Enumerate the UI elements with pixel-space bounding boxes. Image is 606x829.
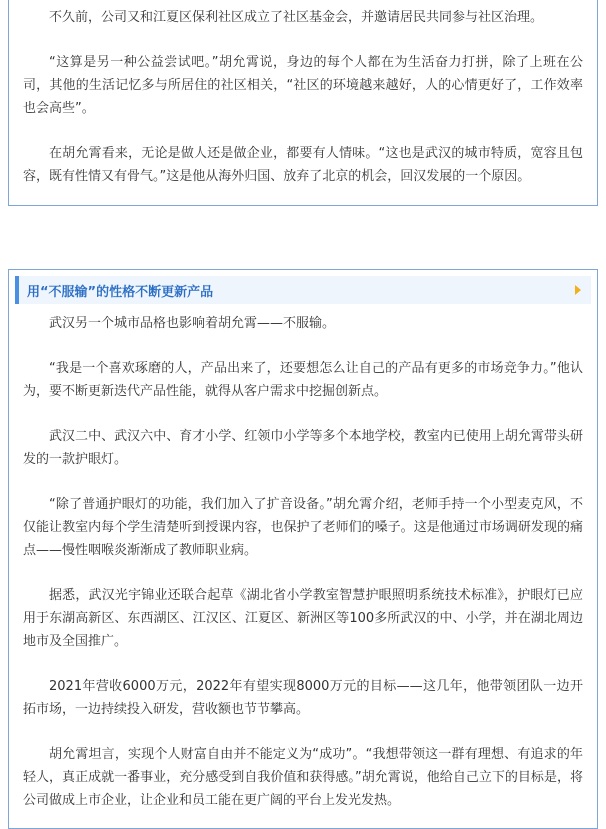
paragraph: “我是一个喜欢琢磨的人，产品出来了，还要想怎么让自己的产品有更多的市场竞争力。”他认为，要不断更新迭代产品性能，就得从客户需求中挖掘创新点。 bbox=[23, 361, 583, 399]
section-title: 用“不服输”的性格不断更新产品 bbox=[27, 284, 214, 300]
article-section-top bbox=[8, 0, 598, 206]
paragraph: 胡允霄坦言，实现个人财富自由并不能定义为“成功”。“我想带领这一群有理想、有追求的年轻人，真正成就一番事业，充分感受到自我价值和获得感。”胡允霄说，他给自己立下的目标是，将公司做成上市企业，让企业和员工能在更广阔的平台上发光发热。 bbox=[23, 747, 583, 808]
paragraph: 不久前，公司又和江夏区保利社区成立了社区基金会，并邀请居民共同参与社区治理。 bbox=[49, 10, 544, 25]
paragraph: 据悉，武汉光宇锦业还联合起草《湖北省小学教室智慧护眼照明系统技术标准》，护眼灯已应用于东湖高新区、东西湖区、江汉区、江夏区、新洲区等100多所武汉的中、小学，并在湖北周边地市及全国推广。 bbox=[23, 588, 583, 649]
article-section-bottom bbox=[8, 269, 598, 829]
paragraph: “这算是另一种公益尝试吧。”胡允霄说，身边的每个人都在为生活奋力打拼，除了上班在公司，其他的生活记忆多与所居住的社区相关，“社区的环境越来越好，人的心情更好了，工作效率也会高些”。 bbox=[23, 55, 583, 116]
paragraph: 武汉另一个城市品格也影响着胡允霄——不服输。 bbox=[49, 316, 336, 331]
paragraph: “除了普通护眼灯的功能，我们加入了扩音设备。”胡允霄介绍，老师手持一个小型麦克风，不仅能让教室内每个学生清楚听到授课内容，也保护了老师们的嗓子。这是他通过市场调研发现的痛点——慢性咽喉炎渐渐成了教师职业病。 bbox=[23, 497, 583, 558]
section-header bbox=[15, 276, 591, 304]
arrow-right-icon bbox=[575, 285, 581, 295]
paragraph: 武汉二中、武汉六中、育才小学、红领巾小学等多个本地学校，教室内已使用上胡允霄带头研发的一款护眼灯。 bbox=[23, 429, 583, 467]
paragraph: 2021年营收6000万元，2022年有望实现8000万元的目标——这几年，他带领团队一边开拓市场，一边持续投入研发，营收额也节节攀高。 bbox=[23, 679, 583, 717]
paragraph: 在胡允霄看来，无论是做人还是做企业，都要有人情味。“这也是武汉的城市特质，宽容且包容，既有性情又有骨气。”这是他从海外归国、放弃了北京的机会，回汉发展的一个原因。 bbox=[23, 146, 583, 184]
